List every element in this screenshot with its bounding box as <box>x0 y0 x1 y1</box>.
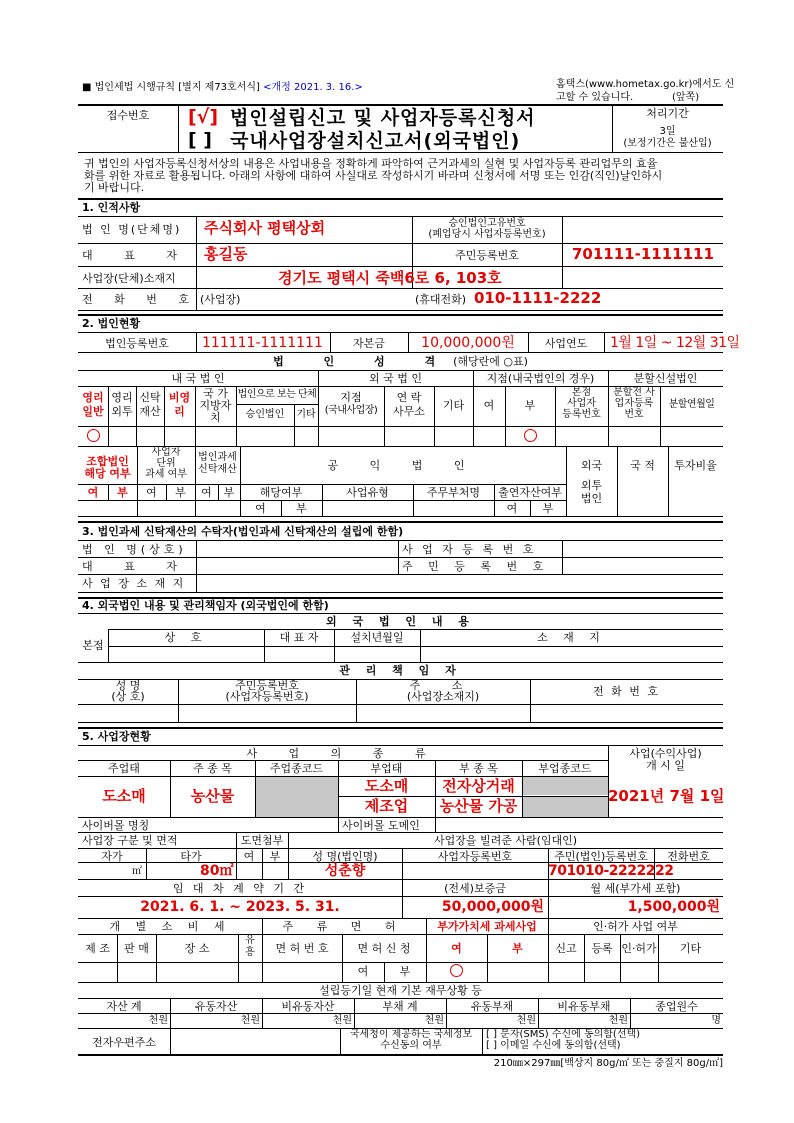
col-profit-general-1: 영리 <box>82 391 104 404</box>
license-permit[interactable]: 인·허가 <box>621 942 657 955</box>
email-label: 전자우편주소 <box>92 1036 156 1049</box>
public-yes[interactable]: 여 <box>255 502 266 515</box>
foreign-content-title: 외 국 법 인 내 용 <box>326 615 475 628</box>
col-branch-yes: 여 <box>483 399 495 412</box>
drawing-yes[interactable]: 여 <box>243 850 255 863</box>
manager-title: 관 리 책 임 자 <box>339 664 462 677</box>
sms-consent[interactable]: [ ] 문자(SMS) 수신에 동의함(선택) <box>486 1029 641 1040</box>
col-split-reg-1: 분할전 사 <box>613 387 655 398</box>
phone-biz-label: (사업장) <box>200 293 241 306</box>
liquor-label: 주 류 면 허 <box>282 920 406 933</box>
col-foreign-invest-2: 외투 <box>111 405 133 418</box>
trustee-rep-label: 대 표 자 <box>82 560 191 573</box>
foreign-rep-label: 대 표 자 <box>279 631 319 644</box>
mgr-rrn-label-2: (사업자등록번호) <box>225 690 309 703</box>
corp-name-value[interactable]: 주식회사 평택상회 <box>204 219 326 237</box>
foreign-inv-label: 외국 <box>580 459 603 472</box>
drawing-no[interactable]: 부 <box>269 850 281 863</box>
noncurrent-assets-unit: 천원 <box>332 1015 352 1026</box>
sub-item-label: 부 종 목 <box>459 762 498 775</box>
foreign-corp-label: 외 국 법 인 <box>369 372 422 385</box>
liabilities-label: 부채 계 <box>382 1000 418 1013</box>
fiscal-year-label: 사업연도 <box>544 337 588 350</box>
noncurrent-assets-label: 비유동자산 <box>281 1000 335 1013</box>
title-checkbox-1[interactable]: [√] <box>188 106 219 128</box>
license-register[interactable]: 등록 <box>591 942 613 955</box>
title-checkbox-2[interactable]: [ ] <box>188 129 212 151</box>
main-code-label: 주업종코드 <box>269 762 324 775</box>
hq-label: 본점 <box>82 639 104 652</box>
sub-type-value-1[interactable]: 도소매 <box>364 777 409 795</box>
public-no[interactable]: 부 <box>296 502 307 515</box>
current-assets-unit: 천원 <box>240 1015 260 1026</box>
area-value[interactable]: 80㎡ <box>200 863 234 879</box>
trustee-rrn-label: 주 민 등 록 번 호 <box>402 560 550 573</box>
vat-yes[interactable]: 여 <box>451 942 462 955</box>
receipt-no-label: 접수번호 <box>106 109 150 122</box>
hometax-notice-2: 고할 수 있습니다. <box>556 92 634 103</box>
liquor-yes[interactable]: 여 <box>357 965 369 978</box>
drawing-label: 도면첨부 <box>240 834 284 847</box>
col-hq-2: 사업자 <box>567 398 596 409</box>
sub-type-value-2[interactable]: 제조업 <box>364 797 409 815</box>
domestic-corp-label: 내 국 법 인 <box>171 372 225 385</box>
intro-line-2: 화를 위한 자료로 활용됩니다. 아래의 사항에 대하여 사실대로 작성하시기 바라며 신청서에 서명 또는 인감(직인)날인하시 <box>84 170 663 181</box>
cybermall-name-label: 사이버몰 명칭 <box>82 819 150 832</box>
contrib-no[interactable]: 부 <box>542 502 554 515</box>
excise-mfg-label: 제 조 <box>85 942 110 955</box>
nationality-label: 국 적 <box>630 459 655 472</box>
col-hq-1: 본점 <box>571 387 592 398</box>
regulation: ■ 법인세법 시행규칙 [별지 제73호서식] <개정 2021. 3. 16.> <box>82 82 363 93</box>
space-label: 사업장 구분 및 면적 <box>82 834 178 847</box>
lessor-rrn-value[interactable]: 701010-2222222 <box>548 863 674 879</box>
front-page-label: (앞쪽) <box>672 92 700 103</box>
other-label: 타가 <box>180 850 202 863</box>
mgr-name-label-1: 성 명 <box>115 679 141 692</box>
unit-no[interactable]: 부 <box>175 486 186 499</box>
assets-label: 자산 계 <box>106 1000 142 1013</box>
mobile-label: (휴대전화) <box>415 293 467 306</box>
foreign-inv-3: 법인 <box>580 492 603 505</box>
col-deemed-corp: 법인으로 보는 단체 <box>237 389 317 400</box>
current-liab-unit: 천원 <box>516 1015 536 1026</box>
employees-label: 종업원수 <box>655 1000 698 1013</box>
liabilities-unit: 천원 <box>424 1015 444 1026</box>
profit-general-mark[interactable] <box>87 429 100 442</box>
lessor-name-label: 성 명(법인명) <box>312 850 378 863</box>
public-applicable-label: 해당여부 <box>259 486 303 499</box>
coop-yes[interactable]: 여 <box>87 486 99 499</box>
col-deemed-other: 기타 <box>296 409 316 420</box>
start-date-label-1: 사업(수익사업) <box>629 747 702 760</box>
consent-label-2: 수신동의 여부 <box>380 1040 442 1051</box>
section-2-title: 2. 법인현황 <box>82 317 141 330</box>
lease-period-label: 임 대 차 계 약 기 간 <box>172 882 308 895</box>
approval-no-label-2: (폐업당시 사업자등록번호) <box>428 229 546 240</box>
rent-label: 월 세(부가세 포함) <box>590 882 681 895</box>
col-branch-no: 부 <box>524 399 536 412</box>
lease-period-value[interactable]: 2021. 6. 1. ~ 2023. 5. 31. <box>140 899 340 915</box>
est-date-label: 설치년월일 <box>350 631 404 644</box>
col-approved-corp: 승인법인 <box>245 409 285 420</box>
sub-code-cell-2[interactable] <box>523 797 608 817</box>
license-no-label: 면 허 번 호 <box>275 942 329 955</box>
email-consent[interactable]: [ ] 이메일 수신에 동의함(선택) <box>486 1040 621 1051</box>
form-title-2: 국내사업장설치신고서(외국법인) <box>230 130 521 152</box>
unit-tax-label-3: 과세 여부 <box>145 469 187 480</box>
col-nonprofit-2: 리 <box>174 405 185 418</box>
main-code-cell[interactable] <box>256 777 338 817</box>
employees-unit: 명 <box>711 1015 721 1026</box>
col-hq-3: 등록번호 <box>562 409 601 420</box>
col-nonprofit-1: 비영 <box>168 391 191 404</box>
entertain-label-1: 유 <box>245 935 255 946</box>
start-date-label-2: 개 시 일 <box>646 759 685 772</box>
contribution-label: 출연자산여부 <box>498 486 562 499</box>
deposit-label: (전세)보증금 <box>444 882 506 895</box>
cybermall-domain-label: 사이버몰 도메인 <box>342 819 420 832</box>
lessor-biz-label: 사업자등록번호 <box>437 850 513 863</box>
foreign-trade-name-label: 상 호 <box>164 631 208 644</box>
rrn-value[interactable]: 701111-1111111 <box>572 245 714 263</box>
col-state-1: 국 가 <box>203 387 228 400</box>
intro-line-3: 기 바랍니다. <box>84 181 145 194</box>
capital-label: 자본금 <box>353 337 385 350</box>
section-4-title: 4. 외국법인 내용 및 관리책임자 (외국법인에 한함) <box>82 599 329 612</box>
coop-label-2: 해당 여부 <box>84 467 131 480</box>
excise-label: 개 별 소 비 세 <box>109 920 231 933</box>
coop-no[interactable]: 부 <box>117 486 128 499</box>
rep-label: 대 표 자 <box>82 249 191 262</box>
mgr-phone-label: 전 화 번 호 <box>593 685 660 698</box>
trustee-name-label: 법 인 명(상호) <box>82 543 187 556</box>
foreign-inv-2: 외투 <box>580 479 603 492</box>
main-type-value[interactable]: 도소매 <box>102 787 146 805</box>
unit-yes[interactable]: 여 <box>146 486 157 499</box>
col-trust-2: 재산 <box>139 405 161 418</box>
excise-place-label: 장 소 <box>184 942 210 955</box>
trustee-biz-no-label: 사 업 자 등 록 번 호 <box>402 543 537 556</box>
financial-title: 설립등기일 현재 기본 재무상황 등 <box>319 984 482 997</box>
entertain-label-2: 흥 <box>245 947 255 958</box>
lessor-phone-label: 전화번호 <box>667 850 710 863</box>
public-corp-label: 공 익 법 인 <box>327 459 479 472</box>
section-5-title: 5. 사업장현황 <box>82 730 151 743</box>
split-corp-label: 분할신설법인 <box>633 372 698 385</box>
sub-item-value-1[interactable]: 전자상거래 <box>442 777 515 795</box>
col-split-reg-3: 번호 <box>624 409 644 420</box>
own-label: 자가 <box>101 850 123 863</box>
trust-tax-label-1: 법인과세 <box>198 452 237 463</box>
processing-note: (보정기간은 불산입) <box>623 138 712 149</box>
license-label: 인·허가 사업 여부 <box>593 920 678 933</box>
trust-no[interactable]: 부 <box>223 486 235 499</box>
ministry-label: 주무부처명 <box>426 486 481 499</box>
col-liaison-1: 연 락 <box>396 391 422 404</box>
fiscal-year-value[interactable]: 1월 1일 ~ 12월 31일 <box>610 335 740 351</box>
contrib-yes[interactable]: 여 <box>506 502 518 515</box>
noncurrent-liab-unit: 천원 <box>608 1015 628 1026</box>
reg-no-label: 법인등록번호 <box>105 337 169 350</box>
license-etc[interactable]: 기타 <box>679 942 702 955</box>
main-type-label: 주업태 <box>108 762 140 775</box>
rrn-label: 주민등록번호 <box>455 249 519 262</box>
phone-label: 전 화 번 호 <box>82 293 198 306</box>
excise-sale-label: 판 매 <box>124 942 149 955</box>
intro-line-1: 귀 법인의 사업자등록신청서상의 내용은 사업내용을 정확하게 파악하여 근거과세의 실현 및 사업자등록 관리업무의 효율 <box>84 158 658 169</box>
section-1-title: 1. 인적사항 <box>82 201 141 214</box>
license-report[interactable]: 신고 <box>555 942 577 955</box>
vat-no[interactable]: 부 <box>512 942 523 955</box>
trustee-addr-label: 사 업 장 소 재 지 <box>82 577 186 590</box>
biz-kind-title: 사 업 의 종 류 <box>246 747 440 760</box>
col-branch-1: 지점 <box>340 391 362 404</box>
rent-value[interactable]: 1,500,000원 <box>627 899 720 915</box>
corp-name-label: 법 인 명(단체명) <box>82 223 182 236</box>
lessor-title: 사업장을 빌려준 사람(임대인) <box>433 834 578 847</box>
mgr-addr-label-1: 주 소 <box>409 679 477 692</box>
sub-code-cell-1[interactable] <box>523 777 608 795</box>
form-title-1: 법인설립신고 및 사업자등록신청서 <box>230 107 536 129</box>
col-state-2: 지방자 <box>199 399 232 412</box>
mgr-addr-label-2: (사업장소재지) <box>406 690 480 703</box>
lessor-rrn-label: 주민(법인)등록번호 <box>554 850 648 863</box>
col-trust-1: 신탁 <box>139 391 161 404</box>
mobile-value[interactable]: 010-1111-2222 <box>474 289 602 307</box>
reg-no-value[interactable]: 111111-1111111 <box>202 335 323 351</box>
main-item-value[interactable]: 농산물 <box>190 787 235 805</box>
col-split-date: 분할연월일 <box>668 399 715 410</box>
col-foreign-other: 기타 <box>442 399 465 412</box>
deposit-value[interactable]: 50,000,000원 <box>441 899 544 915</box>
col-foreign-invest-1: 영리 <box>111 391 133 404</box>
col-branch-2: (국내사업장) <box>324 405 378 416</box>
noncurrent-liab-label: 비유동부채 <box>557 1000 611 1013</box>
start-date-value[interactable]: 2021년 7월 1일 <box>608 787 725 805</box>
vat-yes-mark[interactable] <box>450 964 463 977</box>
coop-label-1: 조합법인 <box>86 455 129 468</box>
sub-code-label: 부업종코드 <box>538 762 592 775</box>
section-3-title: 3. 법인과세 신탁재산의 수탁자(법인과세 신탁재산의 설립에 한함) <box>82 525 404 538</box>
branch-label: 지점(내국법인의 경우) <box>486 372 595 385</box>
capital-value[interactable]: 10,000,000원 <box>421 335 515 351</box>
hometax-notice-1: 홈택스(www.hometax.go.kr)에서도 신 <box>556 79 735 90</box>
address-value[interactable]: 경기도 평택시 죽백6로 6, 103호 <box>278 269 502 287</box>
public-type-label: 사업유형 <box>346 486 389 499</box>
invest-ratio-label: 투자비율 <box>674 459 717 472</box>
current-assets-label: 유동자산 <box>194 1000 238 1013</box>
lessor-name-value[interactable]: 성춘향 <box>324 863 366 879</box>
license-apply-label: 면 허 신 청 <box>357 942 411 955</box>
main-item-label: 주 종 목 <box>193 762 232 775</box>
col-profit-general-2: 일반 <box>82 405 104 418</box>
paper-spec: 210㎜×297㎜[백상지 80g/㎡ 또는 중질지 80g/㎡] <box>493 1058 723 1069</box>
sub-item-value-2[interactable]: 농산물 가공 <box>439 797 518 815</box>
trust-tax-label-2: 신탁재산 <box>198 464 237 475</box>
unit-tax-label-1: 사업자 <box>151 447 181 458</box>
col-split-reg-2: 업자등록 <box>614 398 654 409</box>
own-area-unit: ㎡ <box>132 866 142 877</box>
current-liab-label: 유동부채 <box>470 1000 514 1013</box>
rep-value[interactable]: 홍길동 <box>204 245 248 263</box>
sub-type-label: 부업태 <box>370 762 403 775</box>
unit-tax-label-2: 단위 <box>156 458 176 469</box>
mgr-name-label-2: (상 호) <box>111 690 145 703</box>
processing-period-label: 처리기간 <box>646 107 689 120</box>
trust-yes[interactable]: 여 <box>201 486 212 499</box>
mgr-rrn-label-1: 주민등록번호 <box>235 679 299 692</box>
col-liaison-2: 사무소 <box>393 405 425 418</box>
assets-unit: 천원 <box>148 1015 168 1026</box>
address-label: 사업장(단체)소재지 <box>82 272 176 285</box>
corp-nature-title: 법 인 성 격(해당란에 ○표) <box>273 355 528 368</box>
foreign-location-label: 소 재 지 <box>537 631 606 644</box>
col-state-3: 치 <box>210 411 221 424</box>
consent-label-1: 국세청이 제공하는 국세정보 <box>349 1029 473 1040</box>
processing-days: 3일 <box>659 126 676 137</box>
approval-no-label-1: 승인법인고유번호 <box>448 218 526 229</box>
vat-type-label: 부가가치세 과세사업 <box>437 920 537 933</box>
branch-no-mark[interactable] <box>524 429 537 442</box>
liquor-no[interactable]: 부 <box>399 965 411 978</box>
